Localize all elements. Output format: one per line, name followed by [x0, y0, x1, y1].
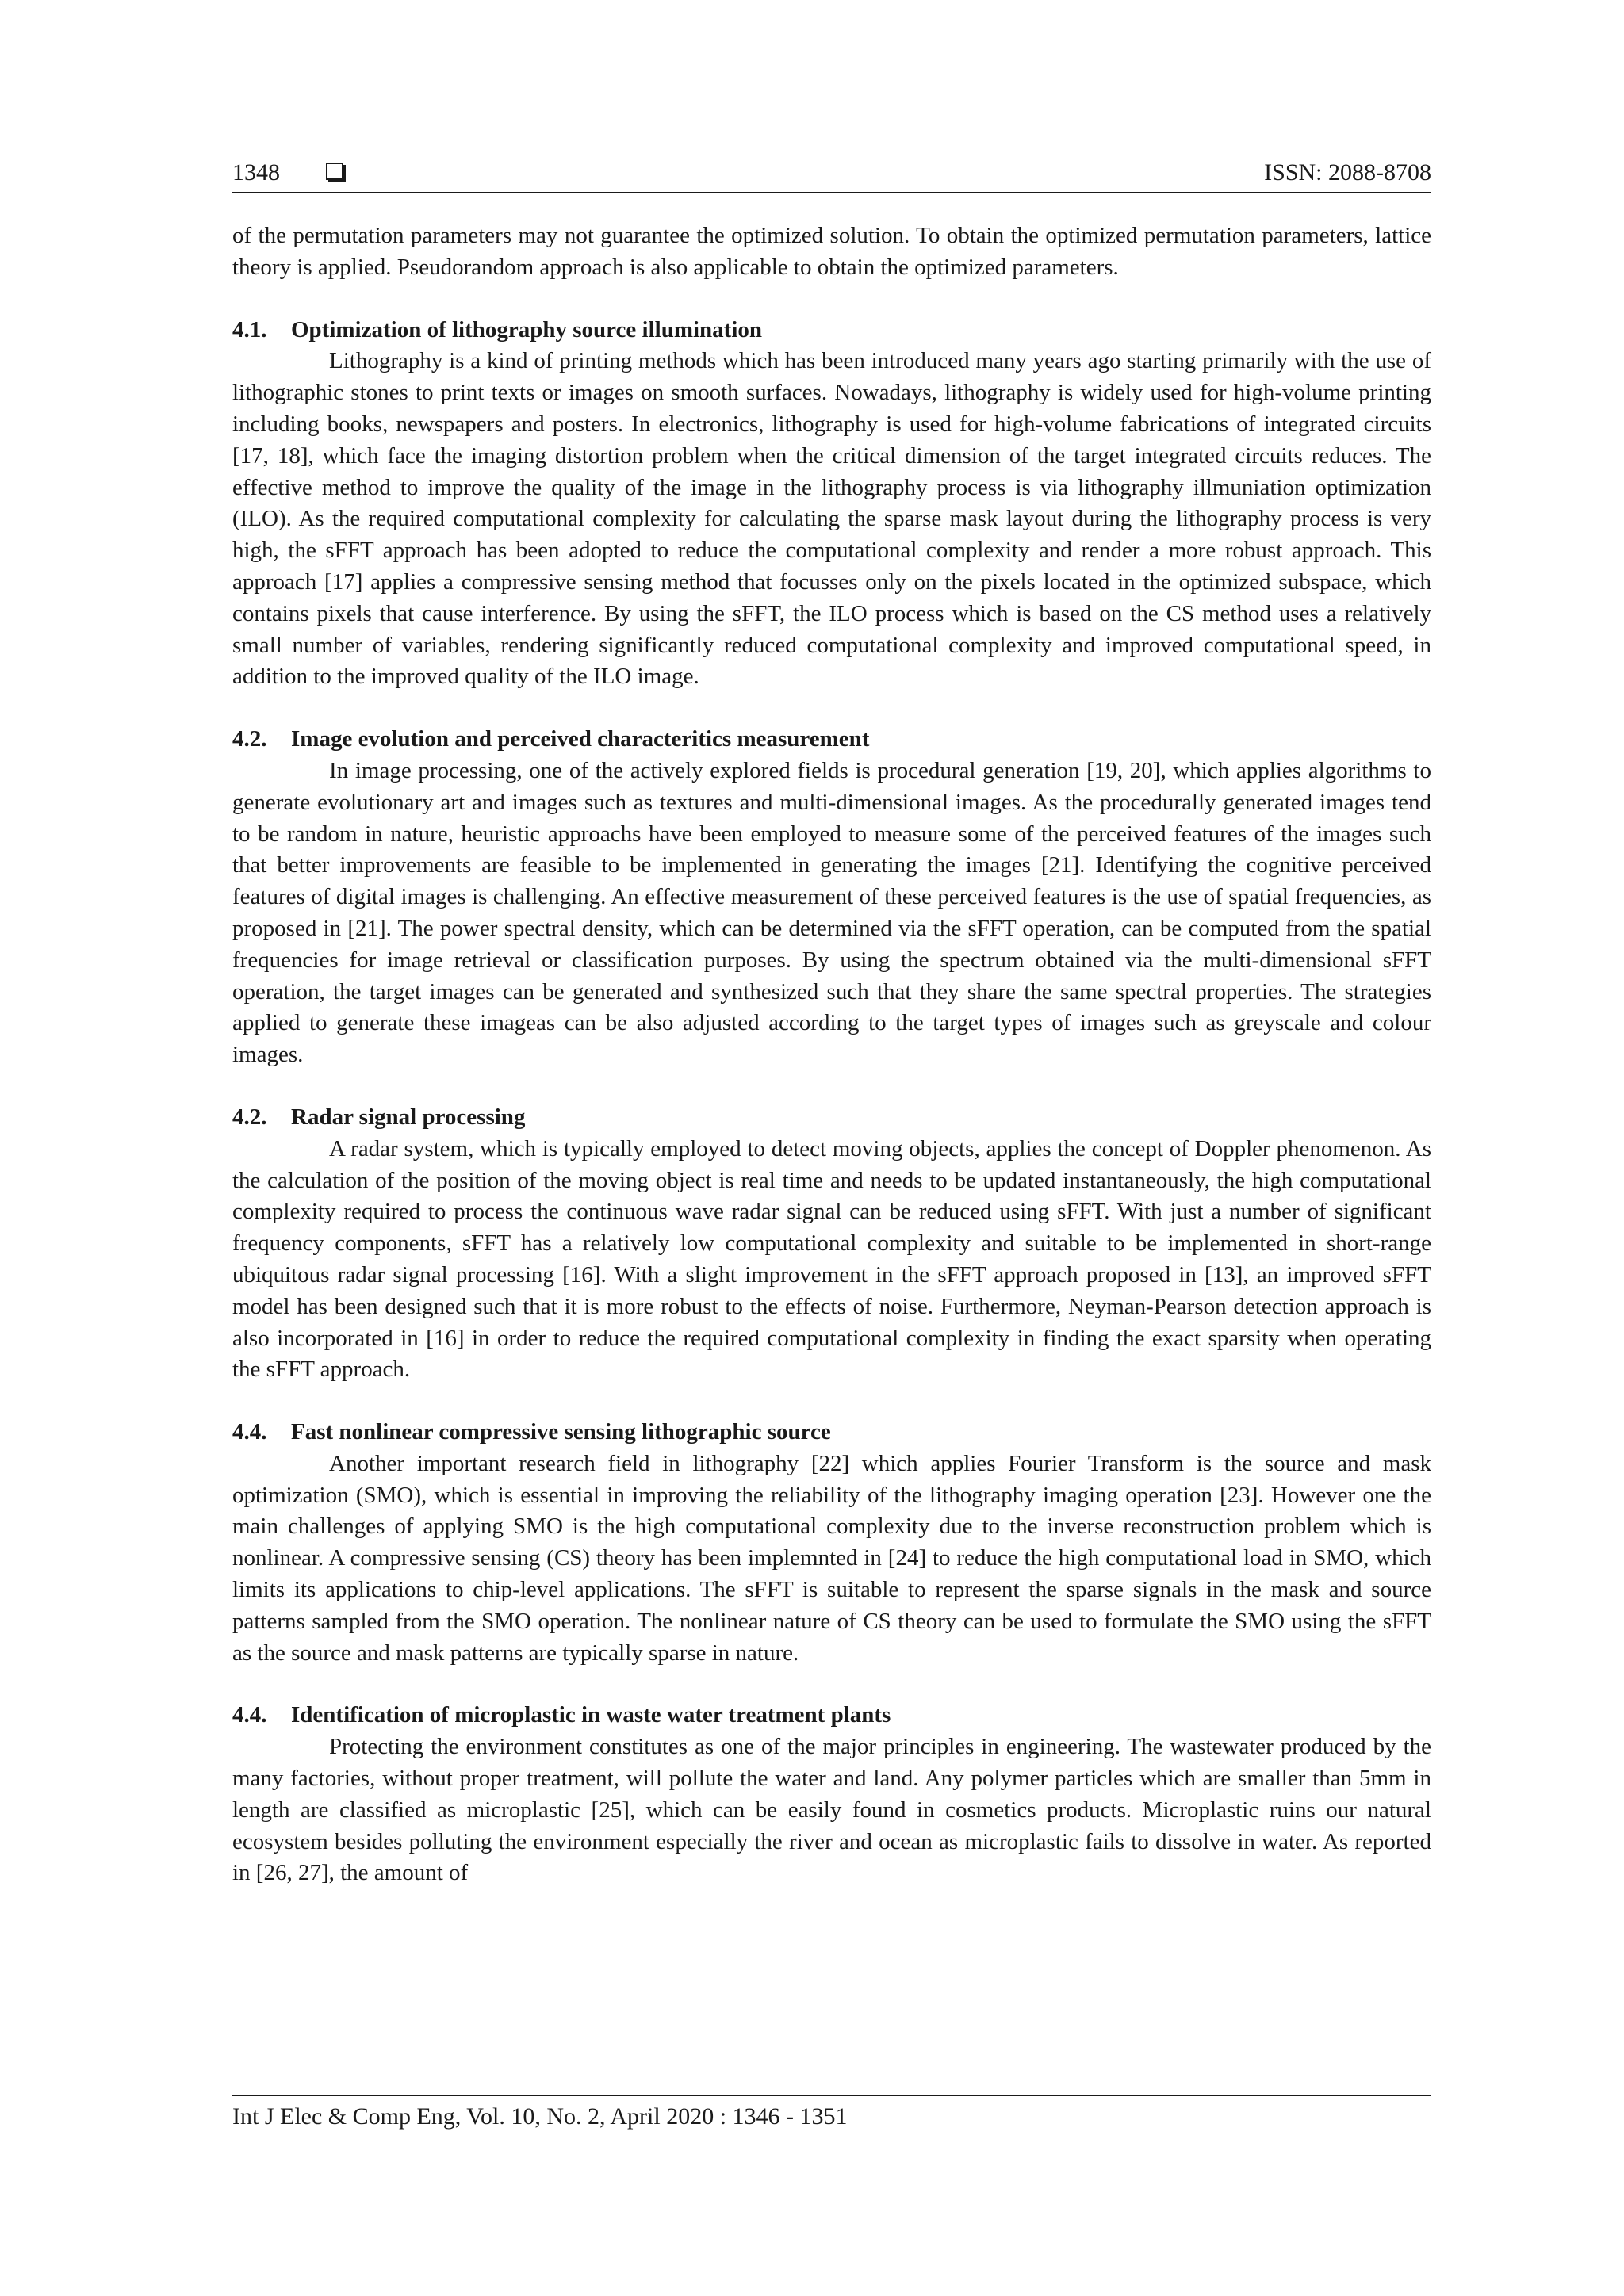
section-number: 4.1.: [232, 316, 267, 342]
checkbox-square-icon: [326, 163, 343, 180]
section-paragraph: A radar system, which is typically employed to detect moving objects, applies the concept of Doppler phenomenon. As the calculation of the position of the moving object is real time and needs to be updated instantaneously, the high computational complexity required to process the continuous wave radar signal can be reduced using sFFT. With just a number of significant frequency components, sFFT has a relatively low computational complexity and suitable to be implemented in short-range ubiquitous radar signal processing [16]. With a slight improvement in the sFFT approach proposed in [13], an improved sFFT model has been designed such that it is more robust to the effects of noise. Furthermore, Neyman-Pearson detection approach is also incorporated in [16] in order to reduce the required computational complexity in finding the exact sparsity when operating the sFFT approach.: [232, 1135, 1431, 1383]
section-image-evolution: [232, 724, 1431, 1071]
section-number: 4.4.: [232, 1702, 267, 1728]
section-compressive-sensing: [232, 1417, 1431, 1669]
page-number: 1348: [232, 159, 280, 186]
section-paragraph: Protecting the environment constitutes as one of the major principles in engineering. The wastewater produced by the many factories, without proper treatment, will pollute the water and land. Any polymer particles which are smaller than 5mm in length are classified as microplastic [25], which can be easily found in cosmetics products. Microplastic ruins our natural ecosystem besides polluting the environment especially the river and ocean as microplastic fails to dissolve in water. As reported in [26, 27], the amount of: [232, 1734, 1431, 1886]
intro-paragraph: of the permutation parameters may not guarantee the optimized solution. To obtain the optimized permutation parameters, lattice theory is applied. Pseudorandom approach is also applicable to obtain the optimized parameters.: [232, 223, 1431, 280]
section-title: Image evolution and perceived characteritics measurement: [291, 726, 870, 752]
running-header: [232, 155, 1431, 190]
section-number: 4.2.: [232, 726, 267, 752]
header-rule: [232, 192, 1431, 193]
journal-citation: Int J Elec & Comp Eng, Vol. 10, No. 2, April 2020 : 1346 - 1351: [232, 2103, 848, 2130]
section-title: Optimization of lithography source illumination: [291, 316, 763, 342]
section-number: 4.2.: [232, 1104, 267, 1130]
section-heading: [232, 1700, 1431, 1732]
section-heading: [232, 1417, 1431, 1448]
section-microplastic: [232, 1700, 1431, 1889]
section-heading: [232, 724, 1431, 756]
paper-page: [232, 0, 1431, 2296]
section-paragraph: Another important research field in lithography [22] which applies Fourier Transform is the source and mask optimization (SMO), which is essential in improving the reliability of the lithography imaging operation [23]. However one the main challenges of applying SMO is the high computational complexity due to the inverse reconstruction problem which is nonlinear. A compressive sensing (CS) theory has been implemnted in [24] to reduce the high computational load in SMO, which limits its applications to chip-level applications. The sFFT is suitable to represent the sparse signals in the mask and source patterns sampled from the SMO operation. The nonlinear nature of CS theory can be used to formulate the SMO using the sFFT as the source and mask patterns are typically sparse in nature.: [232, 1450, 1431, 1666]
issn-label: ISSN: 2088-8708: [1264, 159, 1431, 186]
footer-rule: [232, 2095, 1431, 2096]
page-footer: [232, 2095, 1431, 2133]
section-number: 4.4.: [232, 1419, 267, 1445]
section-lithography-illumination: [232, 315, 1431, 694]
section-heading: [232, 1102, 1431, 1134]
section-title: Identification of microplastic in waste water treatment plants: [291, 1702, 891, 1728]
section-title: Fast nonlinear compressive sensing lithographic source: [291, 1419, 831, 1445]
section-paragraph: Lithography is a kind of printing methods which has been introduced many years ago starting primarily with the use of lithographic stones to print texts or images on smooth surfaces. Nowadays, lithography is widely used for high-volume printing including books, newspapers and posters. In electronics, lithography is used for high-volume fabrications of integrated circuits [17, 18], which face the imaging distortion problem when the critical dimension of the target integrated circuits reduces. The effective method to improve the quality of the image in the lithography process is via lithography illmuniation optimization (ILO). As the required computational complexity for calculating the sparse mask layout during the lithography process is very high, the sFFT approach has been adopted to reduce the computational complexity and render a more robust approach. This approach [17] applies a compressive sensing method that focusses only on the pixels located in the optimized subspace, which contains pixels that cause interference. By using the sFFT, the ILO process which is based on the CS method uses a relatively small number of variables, rendering significantly reduced computational complexity and improved computational speed, in addition to the improved quality of the ILO image.: [232, 348, 1431, 690]
section-paragraph: In image processing, one of the actively explored fields is procedural generation [19, 20], which applies algorithms to generate evolutionary art and images such as textures and multi-dimensional images. As the procedurally generated images tend to be random in nature, heuristic approachs have been employed to measure some of the perceived features of the images such that better improvements are feasible to be implemented in generating the images [21]. Identifying the cognitive perceived features of digital images is challenging. An effective measurement of these perceived features is the use of spatial frequencies, as proposed in [21]. The power spectral density, which can be determined via the sFFT operation, can be computed from the spatial frequencies for image retrieval or classification purposes. By using the spectrum obtained via the multi-dimensional sFFT operation, the target images can be generated and synthesized such that they share the same spectral properties. The strategies applied to generate these imageas can be also adjusted according to the target types of images such as greyscale and colour images.: [232, 757, 1431, 1068]
section-radar-signal-processing: [232, 1102, 1431, 1386]
section-title: Radar signal processing: [291, 1104, 526, 1130]
body-text: [232, 220, 1431, 1889]
section-heading: [232, 315, 1431, 346]
